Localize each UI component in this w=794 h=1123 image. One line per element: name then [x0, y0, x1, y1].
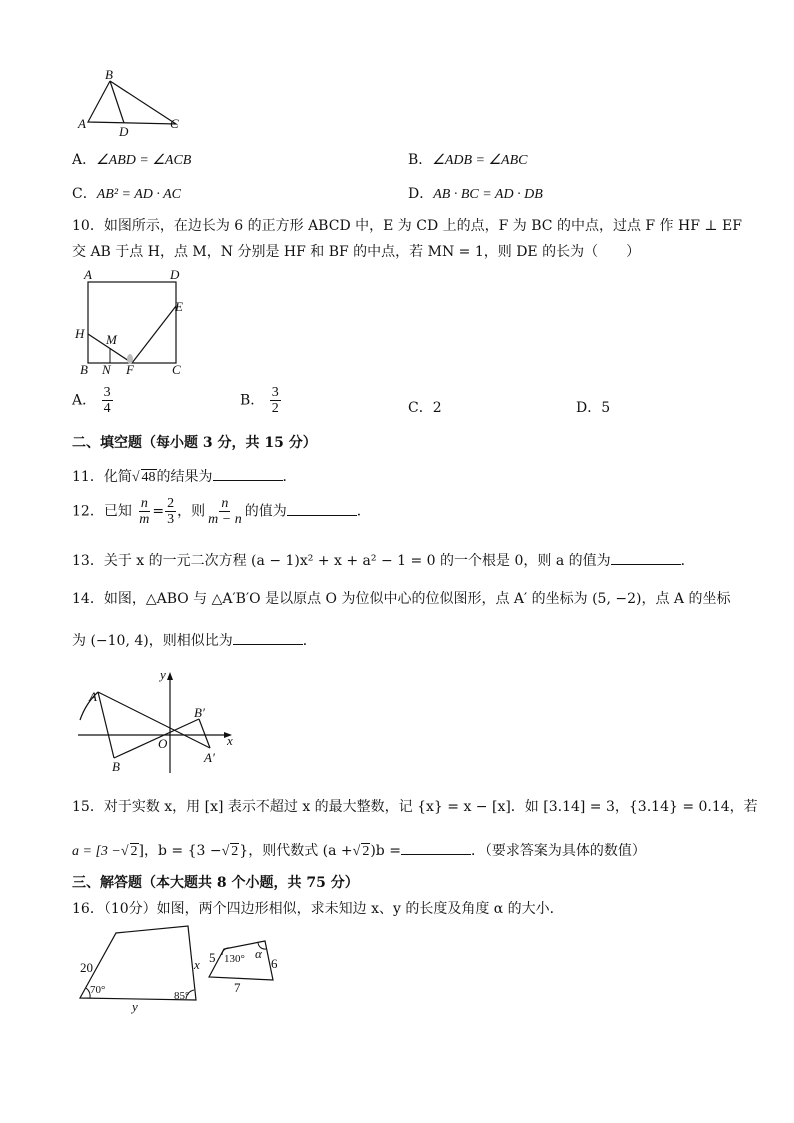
label-H: H [75, 326, 85, 341]
triangle-figure-q9 [72, 66, 192, 138]
label-alpha: α [255, 946, 262, 961]
option-key: D． [408, 186, 434, 202]
section-title-fill-in: 二、填空题（每小题 3 分，共 15 分） [72, 435, 317, 451]
numerator: 3 [271, 385, 279, 400]
label-E: E [175, 299, 183, 314]
q16-text: 16．（10分）如图，两个四边形相似，求未知边 x、y 的长度及角度 α 的大小． [72, 901, 564, 917]
q15-line1: 15．对于实数 x，用 [x] 表示不超过 x 的最大整数，记 {x} = x − [x]．如 [3.14] = 3，{3.14} = 0.14，若 [72, 799, 758, 815]
label-M: M [106, 332, 117, 347]
sqrt-sign: √ [352, 844, 361, 859]
option-text: AB² = AD · AC [96, 187, 182, 202]
radicand: 2 [362, 844, 370, 859]
q13-text: 13．关于 x 的一元二次方程 (a − 1)x² + x + a² − 1 = 0 的一个根是 0，则 a 的值为 [72, 553, 611, 569]
q10-line2: 交 AB 于点 H，点 M，N 分别是 HF 和 BF 的中点，若 MN = 1，则 DE 的长为（ ） [72, 244, 641, 260]
q10-option-c [408, 397, 442, 417]
label-x: x [227, 733, 233, 748]
label-130deg: 130° [224, 953, 245, 965]
label-6: 6 [271, 956, 278, 971]
option-text: 5 [601, 400, 611, 416]
option-key: C． [408, 400, 433, 416]
q15-text: a = [3 − [72, 844, 121, 859]
label-y: y [160, 668, 166, 682]
numerator: 3 [103, 385, 111, 400]
label-N: N [102, 362, 111, 377]
q10-line1: 10．如图所示，在边长为 6 的正方形 ABCD 中，E 为 CD 上的点，F 为 BC 的中点，过点 F 作 HF ⊥ EF [72, 218, 742, 234]
numerator: n [140, 496, 148, 511]
sqrt-sign: √ [120, 844, 129, 859]
q15-note: ．（要求答案为具体的数值） [470, 843, 646, 859]
q13-end: ． [680, 553, 695, 569]
fraction [102, 385, 113, 416]
option-key: B． [408, 152, 433, 168]
q10-option-a [72, 385, 114, 416]
denominator: 4 [103, 401, 111, 416]
section-title-solutions: 三、解答题（本大题共 8 个小题，共 75 分） [72, 875, 359, 891]
option-text: ∠ADB = ∠ABC [432, 153, 528, 168]
option-text: 2 [432, 400, 442, 416]
option-text: AB · BC = AD · DB [433, 187, 543, 202]
label-C: C [170, 116, 179, 131]
radicand: 2 [130, 844, 138, 859]
label-B: B [105, 67, 113, 82]
option-key: A． [72, 392, 97, 409]
q10-option-b [240, 385, 282, 416]
fraction [137, 496, 151, 527]
radicand: 2 [231, 844, 239, 859]
label-F: F [126, 362, 134, 377]
answer-blank [233, 630, 303, 645]
q9-option-a [72, 149, 191, 169]
q12-text: 12．已知 [72, 503, 132, 520]
fraction [270, 385, 281, 416]
answer-blank [287, 501, 357, 516]
q11-end: ． [282, 469, 297, 485]
q9-option-c [72, 183, 181, 203]
label-C: C [172, 362, 181, 377]
q14-line1: 14．如图，△ABO 与 △A′B′O 是以原点 O 为位似中心的位似图形，点 A′ 的坐标为 (5, −2)，点 A 的坐标 [72, 591, 731, 607]
label-A: A [84, 267, 92, 282]
q9-option-d [408, 183, 543, 203]
label-B: B [112, 759, 120, 774]
label-O: O [158, 736, 168, 751]
label-A: A [89, 689, 97, 704]
q9-option-b [408, 149, 528, 169]
q12-text: ，则 [177, 503, 206, 520]
fraction [165, 496, 176, 527]
option-key: C． [72, 186, 97, 202]
denominator: 3 [167, 512, 175, 527]
q15-text: }，则代数式 (a + [239, 843, 353, 859]
label-85deg: 85° [174, 990, 190, 1002]
option-key: D． [576, 400, 602, 416]
label-7: 7 [234, 980, 241, 995]
label-A-prime: A′ [204, 750, 215, 765]
option-key: A． [72, 152, 97, 168]
label-B: B [80, 362, 88, 377]
label-D: D [119, 124, 129, 138]
label-B-prime: B′ [194, 705, 205, 720]
label-x: x [194, 957, 200, 972]
quadrilaterals-figure-q16 [72, 922, 297, 1014]
numerator: n [221, 496, 229, 511]
option-text: ∠ABD = ∠ACB [96, 153, 192, 168]
denominator: m − n [208, 512, 242, 527]
q12-end: ． [356, 503, 371, 520]
label-D: D [170, 267, 180, 282]
label-70deg: 70° [90, 984, 106, 996]
label-A: A [78, 116, 86, 131]
q12-text: 的值为 [244, 503, 287, 520]
q12 [72, 496, 371, 527]
q15-text: )b = [370, 843, 401, 859]
label-5: 5 [209, 950, 216, 965]
q11-text: 的结果为 [156, 469, 213, 485]
option-key: B． [240, 392, 265, 409]
fraction [206, 496, 244, 527]
equals: = [152, 503, 165, 520]
square-figure-q10 [72, 266, 197, 378]
q13 [72, 550, 695, 570]
q14-end: ． [302, 633, 317, 649]
answer-blank [401, 840, 471, 855]
label-y: y [132, 999, 138, 1014]
q11 [72, 466, 297, 486]
q15-text: ]，b = {3 − [138, 843, 222, 859]
denominator: 2 [271, 401, 279, 416]
answer-blank [213, 466, 283, 481]
radicand: 48 [141, 470, 156, 485]
answer-blank [611, 550, 681, 565]
q10-option-d [576, 397, 610, 417]
q11-text: 11．化简 [72, 469, 132, 485]
q15-line2 [72, 840, 646, 860]
q14-text: 为 (−10, 4)，则相似比为 [72, 633, 233, 649]
denominator: m [139, 512, 150, 527]
label-20: 20 [80, 960, 93, 975]
numerator: 2 [167, 496, 175, 511]
sqrt-sign: √ [221, 844, 230, 859]
sqrt-sign: √ [131, 470, 140, 485]
q14-line2 [72, 630, 317, 650]
coordinate-figure-q14 [72, 668, 242, 778]
